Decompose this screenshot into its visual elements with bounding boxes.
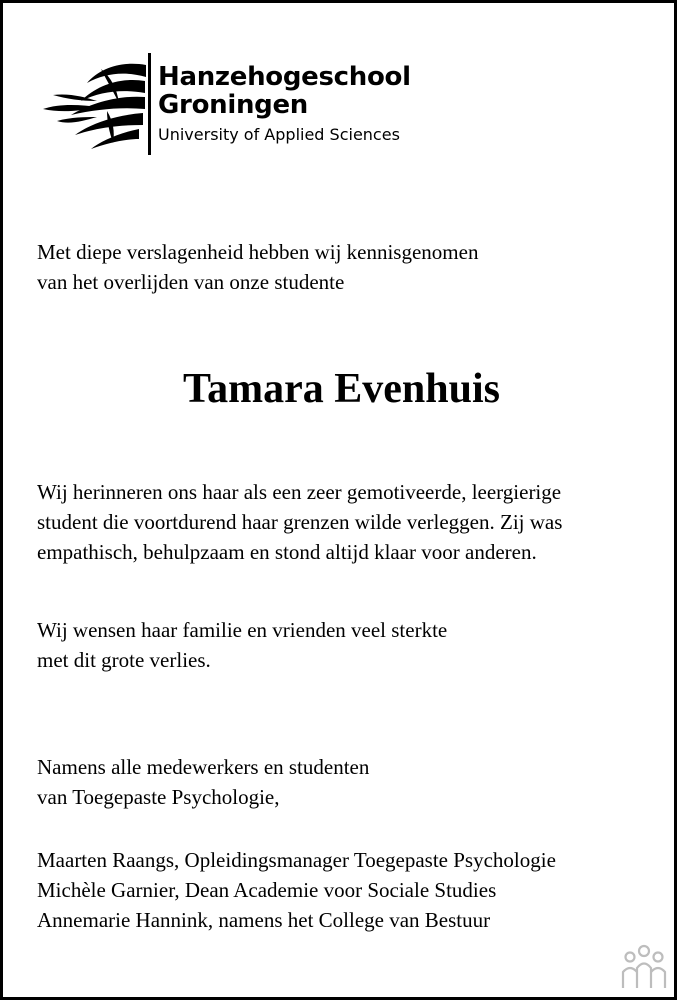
condolence-paragraph (37, 615, 447, 675)
logo-divider (148, 53, 151, 155)
condolence-line: Wij wensen haar familie en vrienden veel sterkte (37, 618, 448, 642)
condolence-line: met dit grote verlies. (37, 648, 211, 672)
hanze-swirl-logo-icon (41, 59, 151, 149)
signer: Annemarie Hannink, namens het College van Bestuur (37, 908, 491, 932)
on-behalf-paragraph (37, 752, 369, 812)
on-behalf-line: Namens alle medewerkers en studenten (37, 755, 370, 779)
deceased-name: Tamara Evenhuis (182, 366, 501, 412)
people-group-icon (619, 944, 669, 990)
institution-logo (41, 53, 421, 157)
memory-line: student die voortdurend haar grenzen wilde verleggen. Zij was (37, 510, 563, 534)
intro-line: van het overlijden van onze studente (37, 270, 345, 294)
logo-name-line1: Hanzehogeschool (158, 62, 411, 92)
on-behalf-line: van Toegepaste Psychologie, (37, 785, 280, 809)
logo-name-line2: Groningen (158, 90, 309, 120)
signer: Michèle Garnier, Dean Academie voor Sociale Studies (37, 878, 497, 902)
memory-paragraph (37, 477, 562, 567)
signers-list (37, 845, 556, 935)
logo-subtitle: University of Applied Sciences (158, 125, 400, 144)
signer: Maarten Raangs, Opleidingsmanager Toegepaste Psychologie (37, 848, 556, 872)
memory-line: empathisch, behulpzaam en stond altijd klaar voor anderen. (37, 540, 537, 564)
intro-paragraph (37, 237, 478, 297)
intro-line: Met diepe verslagenheid hebben wij kennisgenomen (37, 240, 479, 264)
memory-line: Wij herinneren ons haar als een zeer gemotiveerde, leergierige (37, 480, 562, 504)
